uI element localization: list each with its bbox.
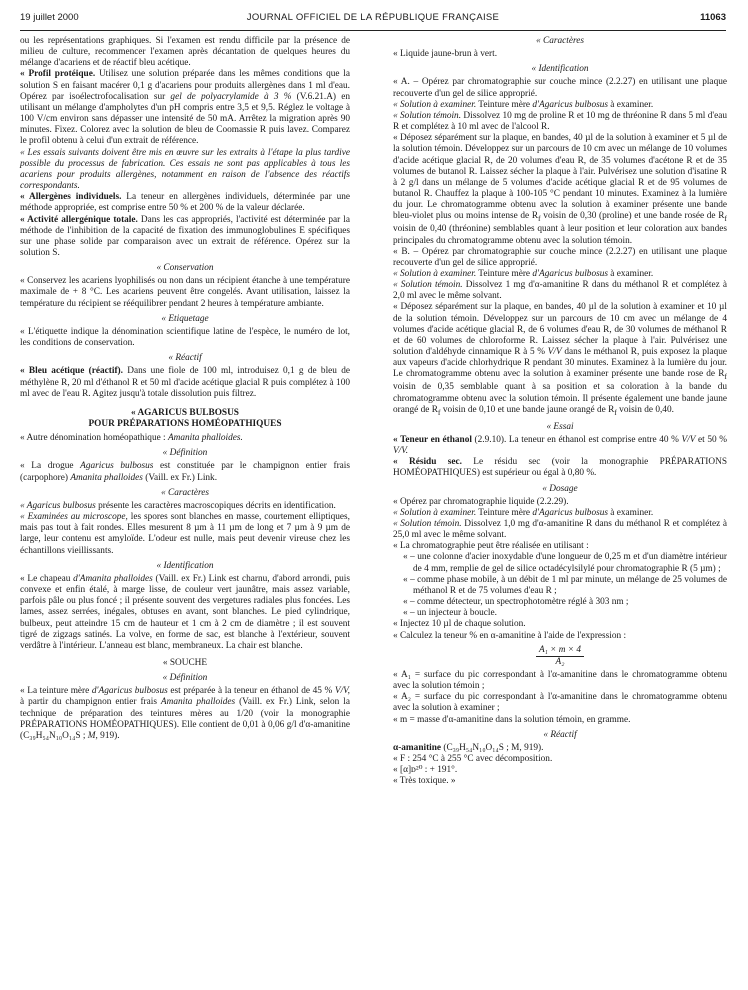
section-heading: « Caractères <box>161 487 209 498</box>
formula-numerator: A₁ × m × 4 <box>536 645 584 657</box>
paragraph: « Opérez par chromatographie liquide (2.2.29). <box>393 496 569 507</box>
paragraph: « Solution à examiner. Teinture mère d'Agaricus bulbosus à examiner. <box>393 507 654 518</box>
list-item: « – une colonne d'acier inoxydable d'une longueur de 0,25 m et d'un diamètre intérieur de 4 mm, remplie de gel de silice octadécylsilylé pour chromatographie R (5 µm) ; <box>403 552 727 574</box>
list-item: « – un injecteur à boucle. <box>403 608 497 619</box>
section-heading: « Essai <box>546 421 574 432</box>
monograph-title: « AGARICUS BULBOSUS <box>131 407 239 418</box>
paragraph-profil-proteique: « Profil protéique. Utilisez une solution préparée dans les mêmes conditions que la solution S en faisant macérer 0,1 g d'acariens pour produits allergènes dans 1 ml d'eau. Opérez par isoélectrofocalisation sur gel de polyacrylamide à 3 % (V.6.21.A) en utilisant un mélange d'ampholytes d'un pH compris entre 3,5 et 9,5. Réglez le voltage à 100 V/cm environ sans dépasser une intensité de 50 mA. Arrêtez la migration après 90 minutes. Fixez. Colorez avec la solution de bleu de Coomassie R puis lavez. Comparez le profil obtenu à celui d'un extrait de référence. <box>20 69 351 147</box>
paragraph: « Agaricus bulbosus présente les caractères macroscopiques décrits en identification. <box>20 500 336 511</box>
page-number: 11063 <box>700 12 726 23</box>
formula-denominator: A₂ <box>555 656 565 667</box>
paragraph: « B. – Opérez par chromatographie sur couche mince (2.2.27) en utilisant une plaque recouverte d'un gel de silice approprié. <box>393 246 727 268</box>
left-column <box>20 36 350 742</box>
paragraph: « Le chapeau d'Amanita phalloides (Vaill. ex Fr.) Link est charnu, d'abord arrondi, puis convexe et enfin étalé, à marge lisse, de couleur vert jaunâtre, mais assez variable, parfois pâle ou plus foncé ; il présente souvent des vergetures radiales plus foncées. Les lames, assez serrées, inégales, obtuses en avant, sont blanches. Le pied cylindrique, bulbeux, peut atteindre 15 cm de hauteur et 1 cm à 2 cm de diamètre ; il est souvent tigré de zigzags satinés. La volve, en forme de sac, est blanche à l'extérieur, souvent verdâtre à l'intérieur. L'anneau est blanc, membraneux. La chair est blanche. <box>20 573 350 651</box>
paragraph-activite: « Activité allergénique totale. Dans les cas appropriés, l'activité est déterminée par la méthode de l'inhibition de la capacité de fixation des immunoglobulines E spécifiques sur une phase solide par comparaison avec un extrait de référence. Opérez sur la solution S. <box>20 214 351 258</box>
section-heading: « Définition <box>162 673 208 684</box>
formula-fraction <box>536 645 584 668</box>
paragraph-allergenes: « Allergènes individuels. La teneur en allergènes individuels, déterminée par une méthode appropriée, est comprise entre 50 % et 200 % de la valeur déclarée. <box>20 192 350 214</box>
paragraph: « Injectez 10 µl de chaque solution. <box>393 619 526 630</box>
reagent-entry: α-amanitine (C₃₉H₅₄N₁₀O₁₄S ; M, 919). <box>393 742 544 753</box>
paragraph-residu-sec: « Résidu sec. Le résidu sec (voir la monographie PRÉPARATIONS HOMÉOPATHIQUES) est supérieur ou égal à 0,80 %. <box>393 457 727 479</box>
reagent-property: « Très toxique. » <box>393 776 456 787</box>
paragraph: ou les représentations graphiques. Si l'examen est rendu difficile par la présence de milieu de culture, recommencer l'examen après décantation de quelques heures du mélange d'acariens et de réactif bleu acétique. <box>20 36 350 69</box>
paragraph: « L'étiquette indique la dénomination scientifique latine de l'espèce, le numéro de lot, les conditions de conservation. <box>20 326 350 349</box>
paragraph-bleu-acetique: « Bleu acétique (réactif). Dans une fiole de 100 ml, introduisez 0,1 g de bleu de méthylène R, 20 ml d'éthanol R et 50 ml d'acide acétique glacial R puis complétez à 100 ml avec de l'eau R. Agitez jusqu'à totale dissolution puis filtrez. <box>20 366 350 399</box>
section-heading: « Identification <box>156 560 214 571</box>
definition-item: « A₁ = surface du pic correspondant à l'α-amanitine dans le chromatogramme obtenu avec la solution témoin ; <box>393 670 727 692</box>
formula <box>393 645 727 668</box>
reagent-property: « [α]ᴅ²⁰ : + 191°. <box>393 765 458 776</box>
right-column <box>393 36 727 788</box>
paragraph: « Solution témoin. Dissolvez 1,0 mg d'α-amanitine R dans du méthanol R et complétez à 25,0 ml avec le même solvant. <box>393 518 727 541</box>
section-heading-souche: « SOUCHE <box>162 657 208 668</box>
paragraph: « Déposez séparément sur la plaque, en bandes, 40 µl de la solution à examiner et 5 µl de la solution témoin. Développez sur un parcours de 10 cm avec un mélange de 10 volumes d'acide acétique glacial R, de 20 volumes d'eau R, de 35 volumes d'acétone R et de 35 volumes de butanol R. Laissez sécher la plaque à l'air. Pulvérisez une solution d'isatine R à 2 g/l dans un mélange de 5 volumes d'acide acétique glacial R et de 95 volumes de butanol R. Chauffez la plaque à 100-105 °C pendant 10 minutes. Examinez à la lumière du jour. Le chromatogramme obtenu avec la solution à examiner présente une bande bleu-violet plus ou moins intense de $R_f$ voisin de 0,30 (proline) et une bande rosée de $R_f$ voisin de 0,40 (thréonine) semblables quant à leur position et leur coloration aux bandes principales du chromatogramme obtenu avec la solution témoin. <box>393 133 727 246</box>
paragraph: « Liquide jaune-brun à vert. <box>393 49 498 60</box>
section-heading: « Identification <box>531 64 589 75</box>
definition-item: « m = masse d'α-amanitine dans la solution témoin, en gramme. <box>393 714 631 725</box>
journal-title: JOURNAL OFFICIEL DE LA RÉPUBLIQUE FRANÇAISE <box>246 12 500 23</box>
paragraph: « Autre dénomination homéopathique : Amanita phalloides. <box>20 433 243 444</box>
paragraph-teneur-ethanol: « Teneur en éthanol (2.9.10). La teneur en éthanol est comprise entre 40 % V/V et 50 % V/V. <box>393 434 727 457</box>
paragraph: « La teinture mère d'Agaricus bulbosus est préparée à la teneur en éthanol de 45 % V/V, à partir du champignon entier frais Amanita phalloides (Vaill. ex Fr.) Link, selon la technique de préparation des teintures mères au 1/20 (voir la monographie PRÉPARATIONS HOMÉOPATHIQUES). Elle contient de 0,01 à 0,06 g/l d'α-amanitine (C₃₉H₅₄N₁₀O₁₄S ; M, 919). <box>20 686 350 741</box>
paragraph: « Solution témoin. Dissolvez 1 mg d'α-amanitine R dans du méthanol R et complétez à 2,0 ml avec le même solvant. <box>393 280 728 302</box>
header-rule <box>20 30 726 31</box>
section-heading: « Réactif <box>543 729 577 740</box>
paragraph: « Solution témoin. Dissolvez 10 mg de proline R et 10 mg de thréonine R dans 5 ml d'eau R et complétez à 10 ml avec de l'alcool R. <box>393 110 727 133</box>
paragraph-note: « Les essais suivants doivent être mis en œuvre sur les extraits à l'étape la plus tardive possible du processus de fabrication. Ces essais ne sont pas applicables à tous les acariens pour produits allergènes, notamment en raison de l'absence des réactifs correspondants. <box>20 147 350 192</box>
section-heading: « Réactif <box>168 353 202 364</box>
list-item: « – comme phase mobile, à un débit de 1 ml par minute, un mélange de 25 volumes de méthanol R et de 75 volumes d'eau R ; <box>403 574 727 596</box>
paragraph: « Solution à examiner. Teinture mère d'Agaricus bulbosus à examiner. <box>393 99 654 110</box>
paragraph: « La drogue Agaricus bulbosus est constituée par le champignon entier frais (carpophore) Amanita phalloides (Vaill. ex Fr.) Link. <box>20 461 350 483</box>
monograph-subtitle: POUR PRÉPARATIONS HOMÉOPATHIQUES <box>88 419 282 429</box>
section-heading: « Définition <box>162 448 208 459</box>
paragraph: « Calculez la teneur % en α-amanitine à l'aide de l'expression : <box>393 630 627 641</box>
issue-date: 19 juillet 2000 <box>20 12 79 23</box>
section-heading: « Dosage <box>542 483 578 494</box>
paragraph: « Solution à examiner. Teinture mère d'Agaricus bulbosus à examiner. <box>393 268 654 279</box>
paragraph: « Examinées au microscope, les spores sont blanches en masse, courtement elliptiques, mais pas tout à fait rondes. Elles mesurent 8 µm à 11 µm de long et 7 µm à 9 µm de large, leur contenu est amyloïde. L'odeur est nulle, mais peut devenir vireuse chez les échantillons vieillissants. <box>20 512 350 556</box>
paragraph: « La chromatographie peut être réalisée en utilisant : <box>393 541 589 552</box>
paragraph: « Déposez séparément sur la plaque, en bandes, 40 µl de la solution à examiner et 10 µl de la solution témoin. Développez sur un parcours de 10 cm avec un mélange de 4 volumes d'acide acétique glacial R, de 6 volumes d'eau R, de 30 volumes de méthanol R et de 60 volumes de chloroforme R. Laissez sécher la plaque à l'air. Pulvérisez une solution d'aldéhyde cinnamique R à 5 % V/V dans le méthanol R, puis exposez la plaque aux vapeurs d'acide chlorhydrique R pendant 30 minutes. Examinez à la lumière du jour. Le chromatogramme obtenu avec la solution à examiner présente une bande rose de $R_f$ voisin de 0,35 semblable quant à sa position et sa coloration à la bande du chromatogramme obtenu avec la solution témoin. Il présente également une bande jaune orangé de $R_f$ voisin de 0,10 et une bande jaune orangé de $R_f$ voisin de 0,40. <box>393 302 727 417</box>
section-heading: « Etiquetage <box>161 313 209 324</box>
paragraph: « Conservez les acariens lyophilisés ou non dans un récipient étanche à une température maximale de + 8 °C. Les acariens peuvent être congelés. Avant utilisation, laissez la température du récipient se rééquilibrer pendant 2 heures à température ambiante. <box>20 276 350 309</box>
reagent-property: « F : 254 °C à 255 °C avec décomposition. <box>393 754 553 765</box>
list-item: « – comme détecteur, un spectrophotomètre réglé à 303 nm ; <box>403 597 629 608</box>
section-heading: « Conservation <box>156 263 214 274</box>
page-header <box>20 12 726 28</box>
section-heading: « Caractères <box>536 36 584 46</box>
definition-item: « A₂ = surface du pic correspondant à l'α-amanitine dans le chromatogramme obtenu avec la solution à examiner ; <box>393 692 727 714</box>
paragraph: « A. – Opérez par chromatographie sur couche mince (2.2.27) en utilisant une plaque recouverte d'un gel de silice approprié. <box>393 77 727 99</box>
